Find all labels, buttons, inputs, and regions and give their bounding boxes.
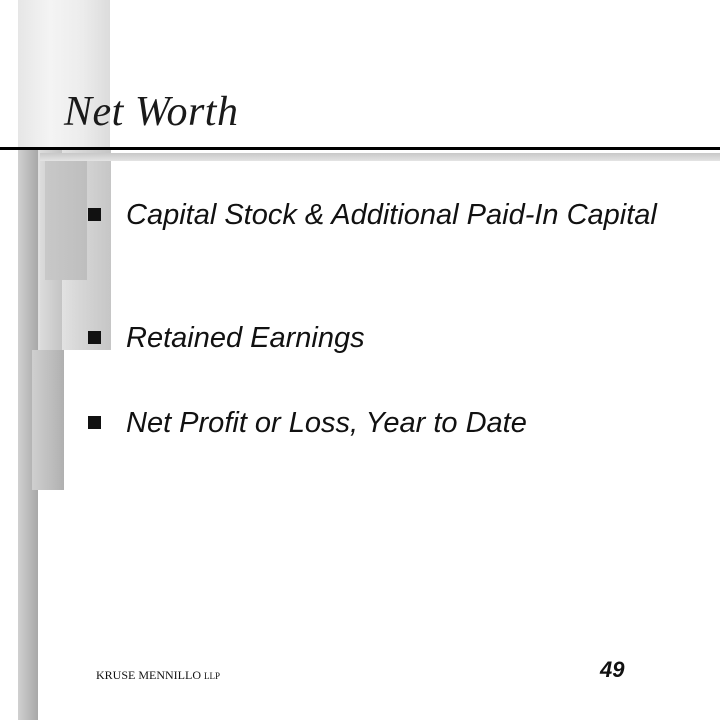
firm-suffix: LLP [204, 671, 221, 681]
square-bullet-icon [88, 208, 101, 221]
bullet-text: Retained Earnings [126, 322, 365, 354]
footer-firm-name [96, 668, 220, 683]
square-bullet-icon [88, 331, 101, 344]
slide-title: Net Worth [64, 89, 239, 135]
bullet-text: Net Profit or Loss, Year to Date [126, 407, 527, 439]
firm-name: KRUSE MENNILLO [96, 668, 201, 682]
square-bullet-icon [88, 416, 101, 429]
bullet-text: Capital Stock & Additional Paid-In Capital [126, 199, 657, 231]
page-number: 49 [600, 657, 625, 682]
